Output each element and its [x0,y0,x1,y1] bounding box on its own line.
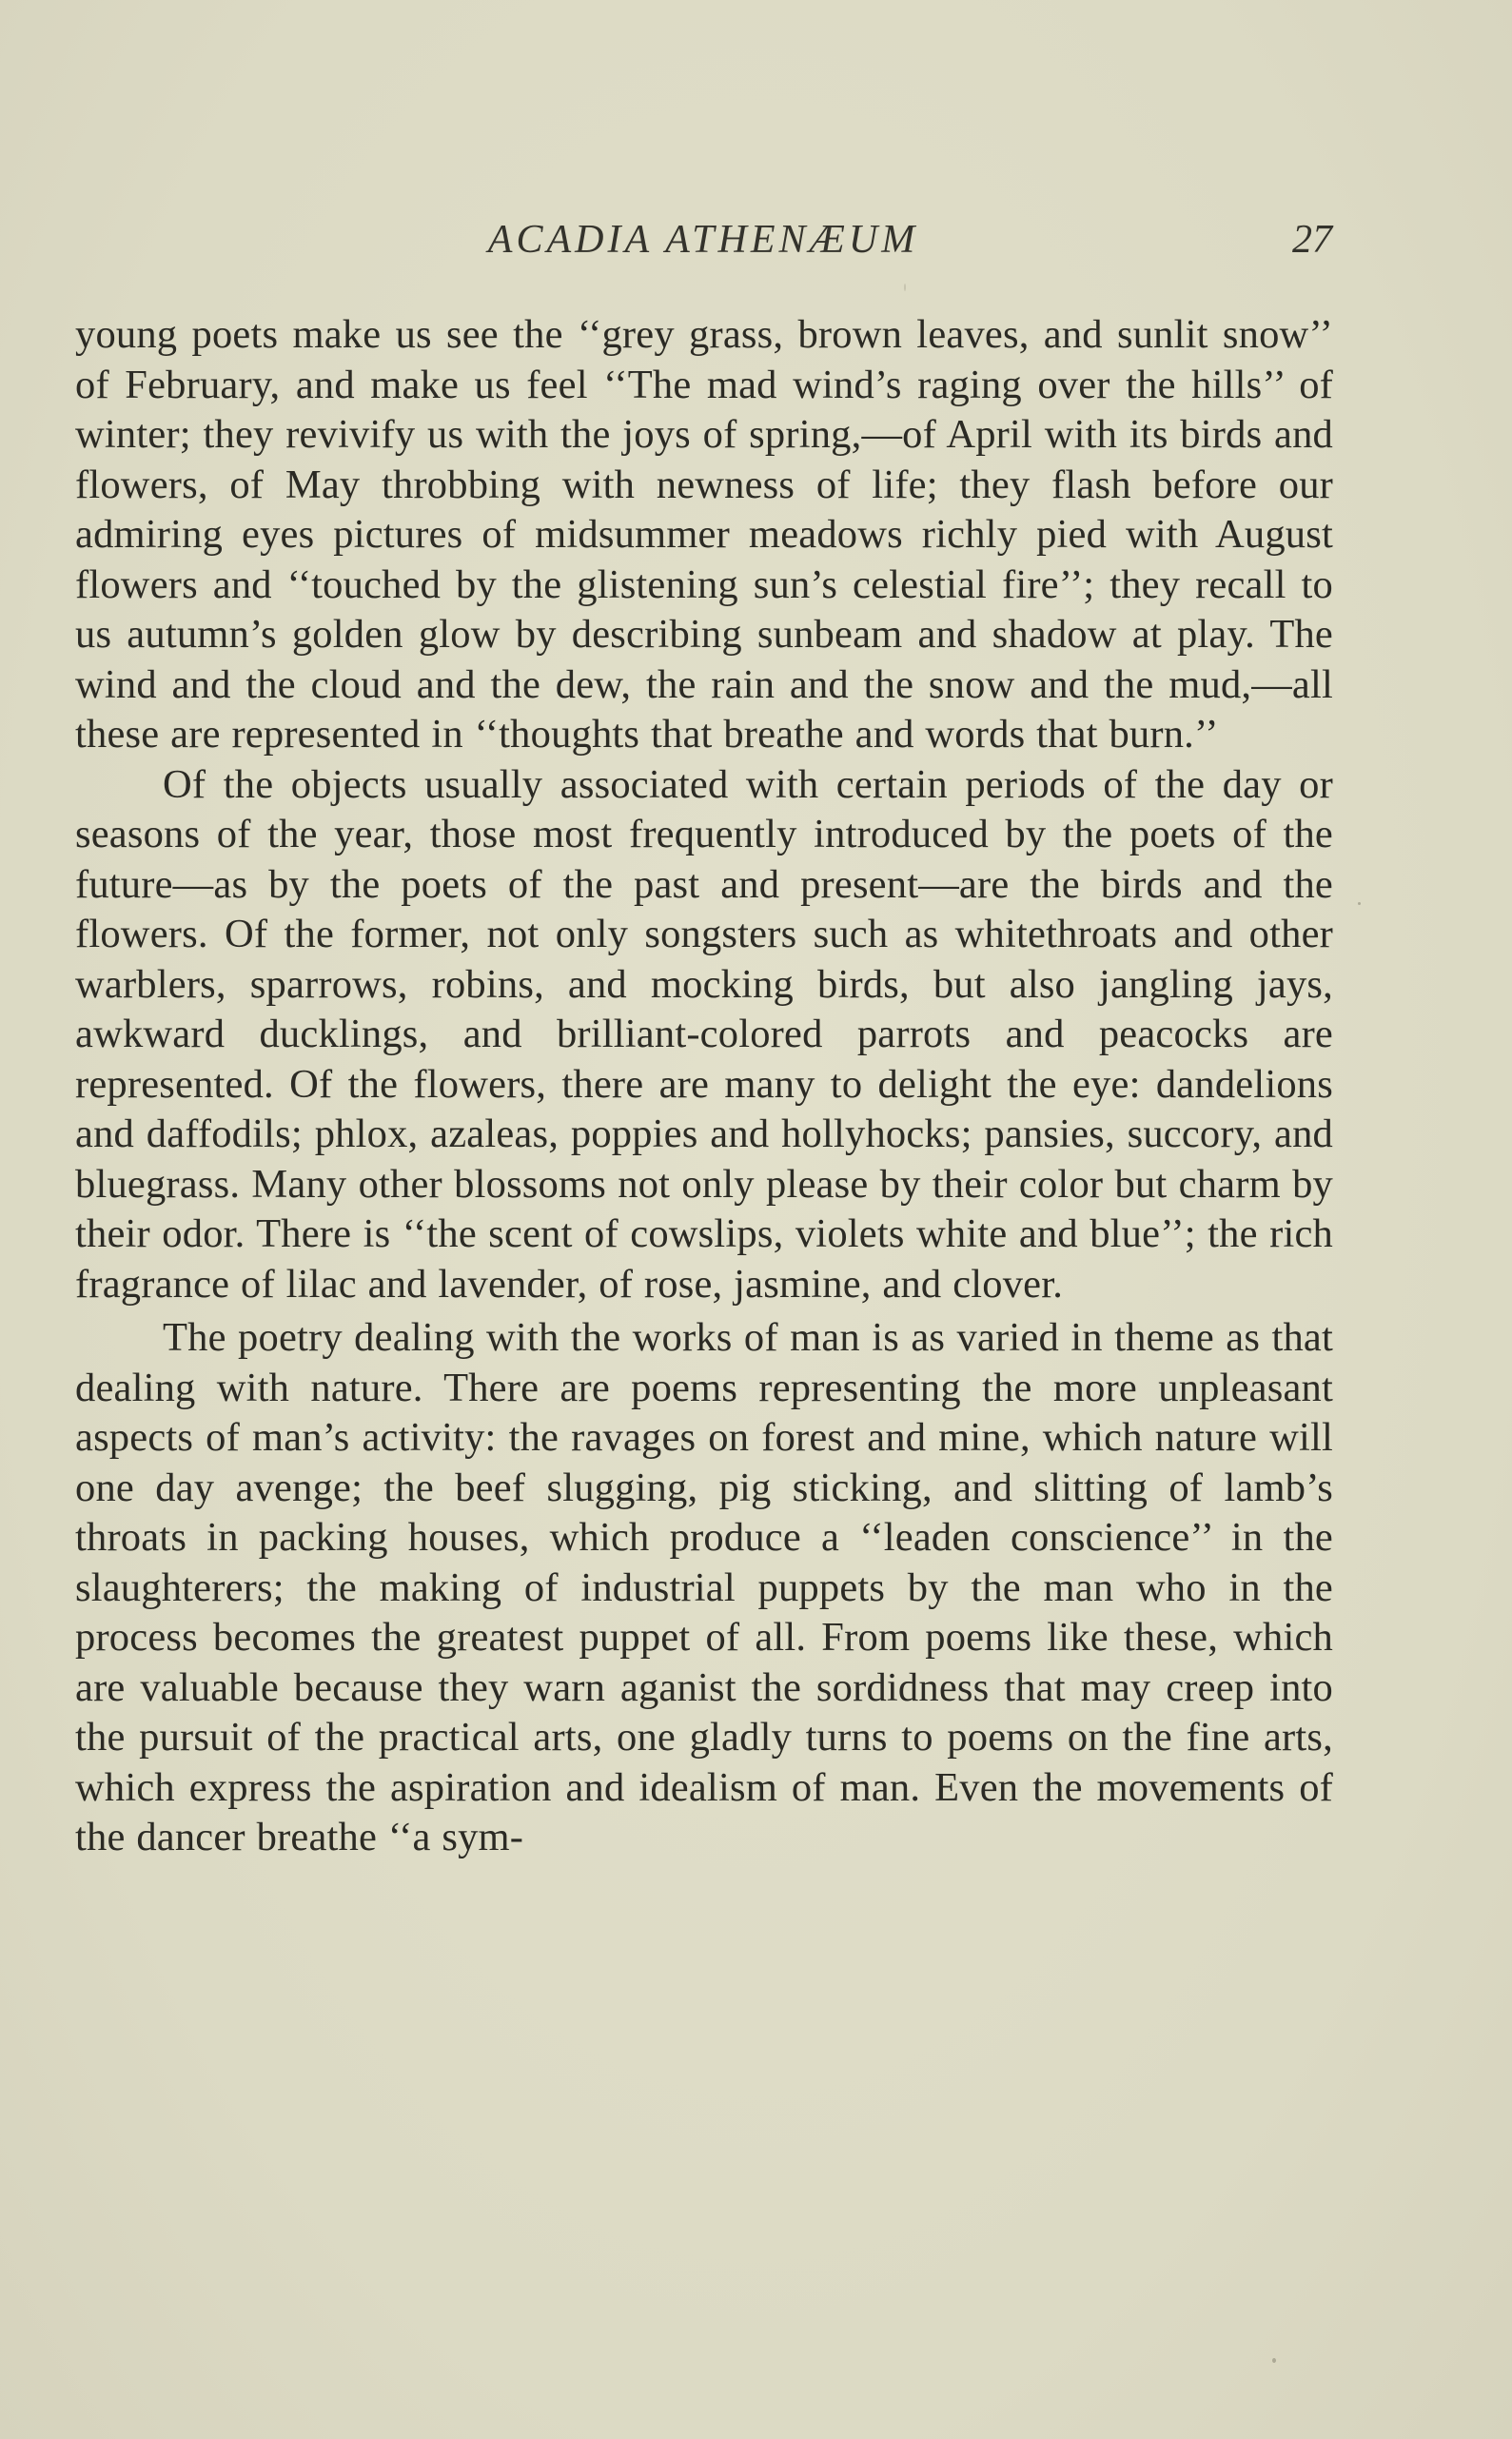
paragraph-birds-flowers: Of the objects usually associated with certain periods of the day or seasons of the year, those most frequently introduced by the poets of the future—as by the poets of the past and present—are the birds and the flowers. Of the former, not only songsters such as whitethroats and other warblers, sparrows, robins, and mocking birds, but also jangling jays, awkward ducklings, and brilliant-colored parrots and peacocks are represented. Of the flowers, there are many to delight the eye: dandelions and daffodils; phlox, azaleas, poppies and hollyhocks; pansies, succory, and bluegrass. Many other blossoms not only please by their color but charm by their odor. There is ‘‘the scent of cowslips, violets white and blue’’; the rich fragrance of lilac and lavender, of rose, jasmine, and clover. [75,761,1333,1307]
paper-speck [1358,902,1361,905]
paper-speck [904,284,906,291]
journal-title: ACADIA ATHENÆUM [487,218,919,262]
paragraph-continued: young poets make us see the ‘‘grey grass, brown leaves, and sunlit snow’’ of February, and make us feel ‘‘The mad wind’s raging over the hills’’ of winter; they revivify us with the joys of spring,—of April with its birds and flowers, of May throbbing with newness of life; they flash before our admiring eyes pictures of midsummer meadows richly pied with August flowers and ‘‘touched by the glistening sun’s celestial fire’’; they recall to us autumn’s golden glow by describing sunbeam and shadow at play. The wind and the cloud and the dew, the rain and the snow and the mud,—all these are represented in ‘‘thoughts that breathe and words that burn.’’ [75,312,1333,757]
paper-speck [1272,2358,1276,2363]
paragraph-works-of-man: The poetry dealing with the works of man is as varied in theme as that dealing with nature. There are poems representing the more unpleasant aspects of man’s activity: the ravages on forest and mine, which nature will one day avenge; the beef slugging, pig sticking, and slitting of lamb’s throats in packing houses, which produce a ‘‘leaden conscience’’ in the slaughterers; the making of industrial puppets by the man who in the process becomes the greatest puppet of all. From poems like these, which are valuable because they warn aganist the sordidness that may creep into the pursuit of the practical arts, one gladly turns to poems on the fine arts, which express the aspiration and idealism of man. Even the movements of the dancer breathe ‘‘a sym- [75,1315,1333,1859]
article-body [75,310,1333,1863]
running-head [74,217,1332,274]
page-number: 27 [1292,218,1332,262]
